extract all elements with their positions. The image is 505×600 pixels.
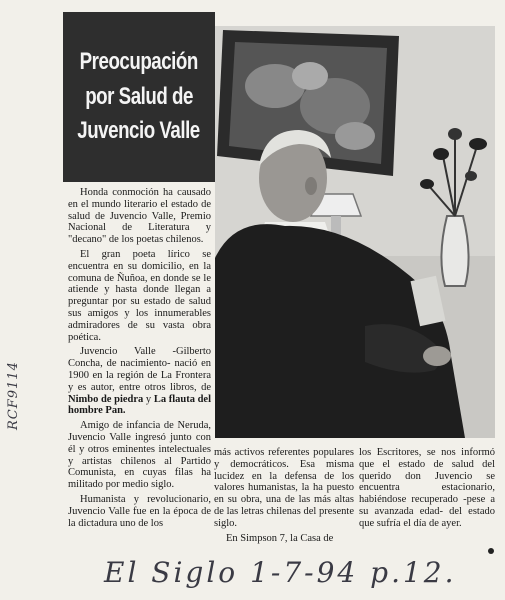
paragraph: Humanista y revolucionario, Juvencio Valle fue en la época de la dictadura uno de los bbox=[68, 493, 211, 529]
paragraph: los Escritores, se nos informó que el estado de salud del querido don Juvencio se encuentra estacionario, habiéndose recuperado -pese a su avanzada edad- del estado que sufría el día de ayer. bbox=[359, 447, 495, 529]
article-column-right bbox=[359, 447, 495, 533]
headline-line-2: por Salud de bbox=[85, 82, 193, 110]
book-title: La flauta del hombre Pan. bbox=[68, 393, 212, 417]
paragraph: En Simpson 7, la Casa de bbox=[226, 532, 334, 544]
paragraph: Juvencio Valle -Gilberto Concha, de nacimiento- nació en 1900 en la región de La Frontera y es autor, entre otros libros, de Nimbo de piedra y La flauta del hombre Pan. bbox=[68, 346, 212, 417]
handwritten-source-note: El Siglo 1-7-94 p.12. bbox=[104, 556, 457, 589]
headline-line-3: Juvencio Valle bbox=[77, 117, 201, 145]
headline-line-1: Preocupación bbox=[79, 47, 199, 75]
handwritten-margin-code: RCF9114 bbox=[6, 361, 21, 430]
book-title: Nimbo de piedra bbox=[68, 393, 144, 405]
paragraph: Honda conmoción ha causado en el mundo literario el estado de salud de Juvencio Valle, Premio Nacional de Literatura y "decano" de los poetas chilenos. bbox=[68, 187, 211, 246]
paragraph: más activos referentes populares y democráticos. Esa misma lucidez en la defensa de los valores humanistas, la ha puesto en su obra, una de las más altas de las letras chilenas del presente siglo. bbox=[214, 447, 354, 529]
end-bullet bbox=[488, 548, 494, 554]
paragraph: Amigo de infancia de Neruda, Juvencio Valle ingresó junto con él y otros eminentes intelectuales y artistas chilenos al Partido Comunista, en cuyas filas ha militado por medio siglo. bbox=[68, 420, 211, 491]
paragraph: El gran poeta lírico se encuentra en su domicilio, en la comuna de Ñuñoa, en donde se le atiende y hasta donde llegan a preguntar por su estado de salud sus amigos y los innumerables admiradores de su vasta obra poética. bbox=[68, 248, 211, 343]
article-column-middle bbox=[214, 447, 354, 547]
portrait-photo-icon bbox=[215, 26, 495, 438]
headline bbox=[63, 12, 215, 182]
article-column-left bbox=[68, 187, 211, 532]
